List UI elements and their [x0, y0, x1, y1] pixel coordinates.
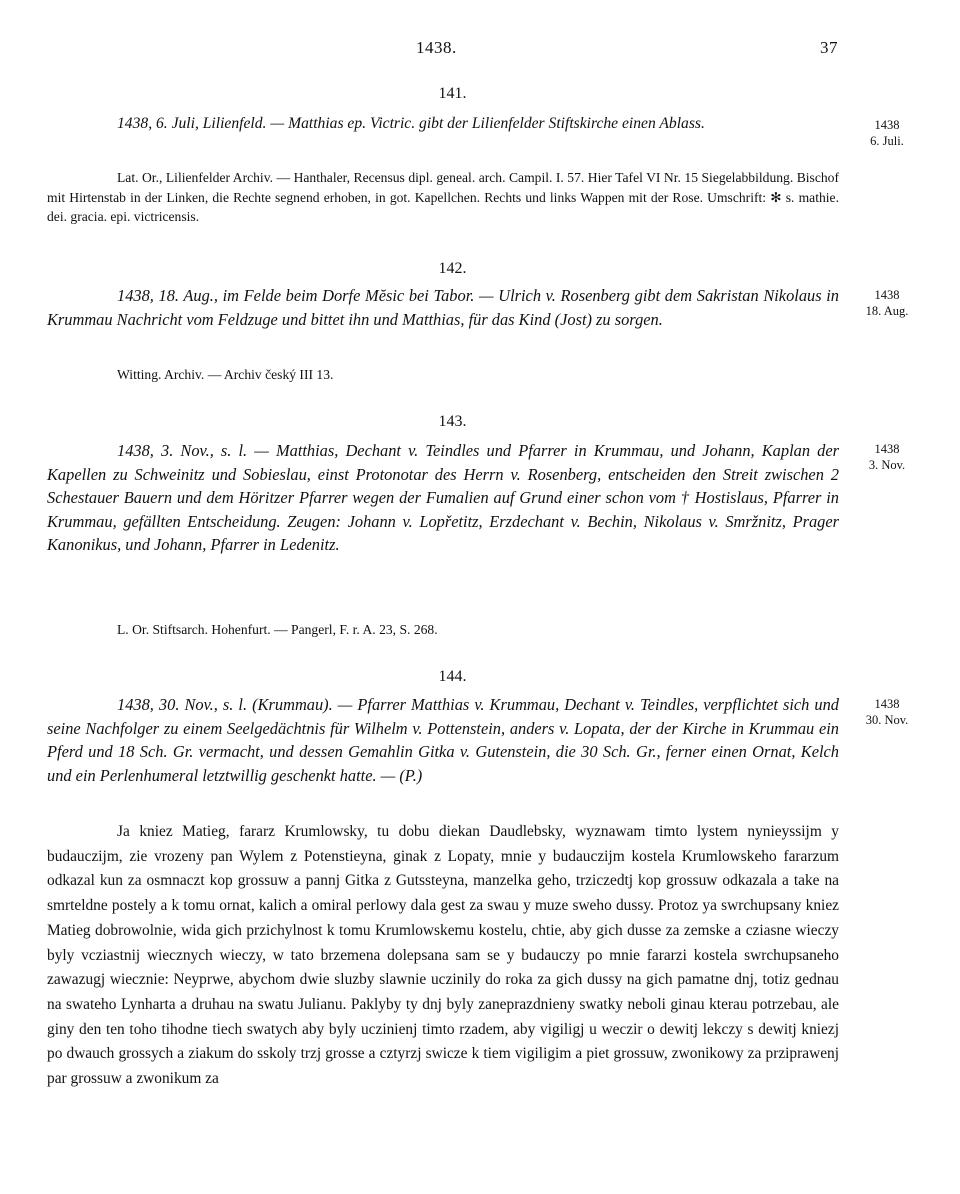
margin-date-day: 18. Aug.: [865, 304, 909, 318]
document-number: 141.: [438, 85, 467, 102]
regest: 1438, 6. Juli, Lilienfeld. — Matthias ep. Victric. gibt der Lilienfelder Stiftskirche einen Ablass.: [117, 115, 705, 132]
document-number: 142.: [438, 260, 467, 277]
source-note: Witting. Archiv. — Archiv český III 13.: [117, 367, 334, 382]
document-number: 144.: [438, 668, 467, 685]
margin-date-year: 1438: [874, 697, 900, 711]
regest: 1438, 3. Nov., s. l. — Matthias, Dechant v. Teindles und Pfarrer in Krummau, und Johann, Kaplan der Kapellen zu Schweinitz und Sobieslau, einst Protonotar des Herrn v. Rosenberg, entscheiden den Streit zwischen 2 Schestauer Bauern und dem Höritzer Pfarrer wegen der Fumalien auf Grund einer schon vom † Hostislaus, Pfarrer in Krummau, gefällten Entscheidung. Zeugen: Johann v. Lopřetitz, Erzdechant v. Bechin, Nikolaus v. Smržnitz, Prager Kanonikus, und Johann, Pfarrer in Ledenitz.: [47, 441, 839, 554]
margin-date-day: 6. Juli.: [870, 134, 904, 148]
margin-date: [852, 117, 922, 149]
charter-text: Ja kniez Matieg, fararz Krumlowsky, tu dobu diekan Daudlebsky, wyznawam timto lystem nynieyssijm y budauczijm, zie vrozeny pan Wylem z Potenstieyna, ginak z Lopaty, mnie y budauczijm kostela Krumlowskeho fararzum odkazal kun za osmnaczt kop grossuw a pannj Gitka z Gutssteyna, manzelka geho, trziczedtj kop grossuw odkazala a take na smrteldne postely a k tomu ornat, kalich a omiral perlowy dala gest za swau y muze sweho dussy. Protoz ya swrchupsany kniez Matieg dobrowolnie, wida gich przichylnost k tomu Krumlowskemu kostelu, chtie, aby gich dusse za zemske a cziasne wieczy byly vcziastnij wiecznych wieczy, w tato brzemena dolepsana sam se y budauczy po mnie fararzi kostela swrchupsaneho zawazugj wiecznie: Neyprwe, abychom dwie sluzby slawnie uczinily do roka za gich dussy na gich pamatne dnj, totiz gednau na swateho Lynharta a druhau na swatu Julianu. Paklyby ty dnj byly zaneprazdnieny swatky neboli ginau kterau potrzebau, ale giny den ten toho tihodne tiech swatych aby byly uczinienj timto rzadem, aby vigiligj u weczir o dewitj lekczy s dewitj kniezj po dwauch grossych a ziakum do sskoly trzj grosse a cztyrzj swicze k tiem vigiligim a piet grossuw, zwonikowy za prziprawenj par grossuw a zwonikum za: [47, 823, 839, 1088]
running-head: [0, 38, 960, 60]
page-number: 37: [820, 38, 838, 57]
margin-date-year: 1438: [874, 442, 900, 456]
source-note: Lat. Or., Lilienfelder Archiv. — Hanthaler, Recensus dipl. geneal. arch. Campil. I. 57. Hier Tafel VI Nr. 15 Siegelabbildung. Bischof mit Hirtenstab in der Linken, die Rechte segnend erhoben, in got. Kapellchen. Rechts und links Wappen mit der Rose. Umschrift: ✻ s. mathie. dei. gracia. epi. victricensis.: [47, 170, 839, 224]
margin-date-day: 3. Nov.: [868, 458, 906, 472]
regest: 1438, 30. Nov., s. l. (Krummau). — Pfarrer Matthias v. Krummau, Dechant v. Teindles, verpflichtet sich und seine Nachfolger zu einem Seelgedächtnis für Wilhelm v. Pottenstein, anders v. Lopata, der der Kirche in Krummau ein Pferd und 18 Sch. Gr. vermacht, und dessen Gemahlin Gitka v. Gutenstein, die 30 Sch. Gr., ferner einen Ornat, Kelch und ein Perlenhumeral letztwillig geschenkt hatte. — (P.): [47, 695, 839, 785]
source-note: L. Or. Stiftsarch. Hohenfurt. — Pangerl, F. r. A. 23, S. 268.: [117, 622, 438, 637]
margin-date: [852, 287, 922, 319]
margin-date: [852, 441, 922, 473]
margin-date: [852, 696, 922, 728]
margin-date-year: 1438: [874, 118, 900, 132]
margin-date-year: 1438: [874, 288, 900, 302]
document-number: 143.: [438, 413, 467, 430]
regest: 1438, 18. Aug., im Felde beim Dorfe Mĕsic bei Tabor. — Ulrich v. Rosenberg gibt dem Sakristan Nikolaus in Krummau Nachricht vom Feldzuge und bittet ihn und Matthias, für das Kind (Jost) zu sorgen.: [47, 286, 839, 329]
margin-date-day: 30. Nov.: [865, 713, 909, 727]
running-head-year: 1438.: [416, 38, 457, 57]
